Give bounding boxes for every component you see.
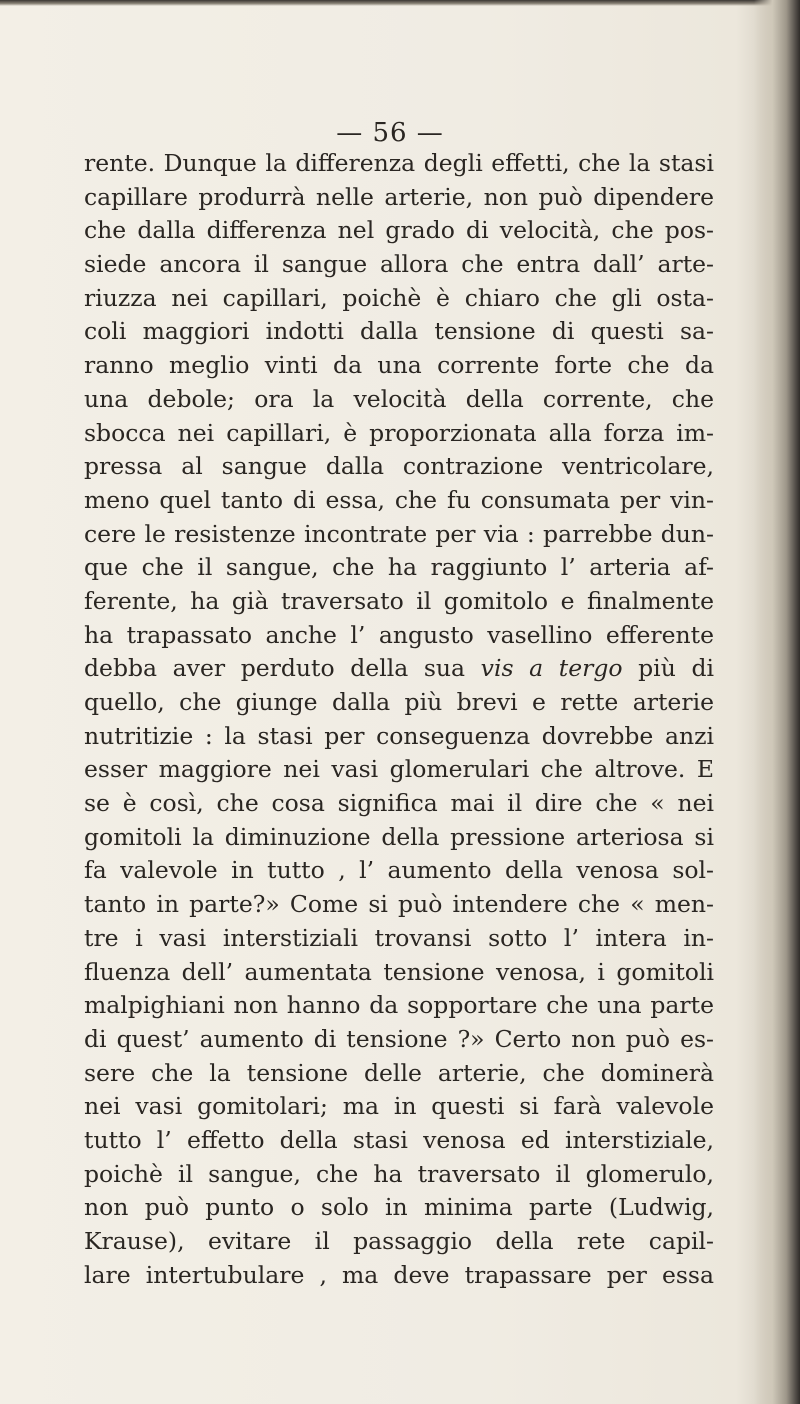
- text-line: sere che la tensione delle arterie, che dominerà: [84, 1058, 714, 1087]
- text-line: pressa al sangue dalla contrazione ventricolare,: [84, 452, 714, 481]
- text-line: quello, che giunge dalla più brevi e rette arterie: [84, 688, 714, 716]
- text-line: ha trapassato anche l’ angusto vasellino efferente: [84, 620, 714, 649]
- body-text: [84, 147, 714, 1292]
- text-line: nutritizie : la stasi per conseguenza dovrebbe anzi: [84, 721, 714, 750]
- text-line: malpighiani non hanno da sopportare che una parte: [84, 991, 714, 1020]
- text-line: meno quel tanto di essa, che fu consumata per vin-: [84, 485, 714, 514]
- book-spine-shadow: [754, 0, 800, 1404]
- text-line: sbocca nei capillari, è proporzionata alla forza im-: [84, 418, 714, 447]
- text-segment: più di: [622, 654, 714, 683]
- text-line: esser maggiore nei vasi glomerulari che altrove. E: [84, 755, 714, 784]
- text-line: ranno meglio vinti da una corrente forte che da: [84, 351, 714, 380]
- text-line: siede ancora il sangue allora che entra dall’ arte-: [84, 250, 714, 279]
- text-line: coli maggiori indotti dalla tensione di questi sa-: [84, 317, 714, 346]
- page-number: — 56 —: [336, 118, 444, 148]
- text-line: gomitoli la diminuzione della pressione arteriosa si: [84, 822, 714, 851]
- text-line: ferente, ha già traversato il gomitolo e finalmente: [84, 586, 714, 615]
- text-line: rente. Dunque la differenza degli effetti, che la stasi: [84, 149, 714, 177]
- text-line: tanto in parte?» Come si può intendere che « men-: [84, 890, 714, 919]
- text-line: cere le resistenze incontrate per via : parrebbe dun-: [84, 519, 714, 548]
- italic-phrase: vis a tergo: [480, 654, 623, 683]
- text-line: que che il sangue, che ha raggiunto l’ arteria af-: [84, 553, 714, 582]
- text-line: tutto l’ effetto della stasi venosa ed interstiziale,: [84, 1125, 714, 1154]
- text-line: lare intertubulare , ma deve trapassare per essa: [84, 1260, 714, 1289]
- text-line: Krause), evitare il passaggio della rete capil-: [84, 1227, 714, 1255]
- text-line: fluenza dell’ aumentata tensione venosa, i gomitoli: [84, 957, 714, 986]
- text-line: una debole; ora la velocità della corrente, che: [84, 384, 714, 413]
- text-line: non può punto o solo in minima parte (Ludwig,: [84, 1193, 714, 1222]
- text-line: riuzza nei capillari, poichè è chiaro che gli osta-: [84, 283, 714, 312]
- text-line-with-italic: [84, 652, 714, 686]
- text-line: di quest’ aumento di tensione ?» Certo non può es-: [84, 1024, 714, 1053]
- text-line: fa valevole in tutto , l’ aumento della venosa sol-: [84, 856, 714, 885]
- text-line: se è così, che cosa significa mai il dire che « nei: [84, 789, 714, 818]
- text-segment: debba aver perduto della sua: [84, 654, 481, 683]
- top-edge-shadow: [0, 0, 800, 6]
- text-line: nei vasi gomitolari; ma in questi si farà valevole: [84, 1092, 714, 1121]
- text-line: poichè il sangue, che ha traversato il glomerulo,: [84, 1159, 714, 1188]
- text-line: che dalla differenza nel grado di velocità, che pos-: [84, 216, 714, 245]
- text-line: capillare produrrà nelle arterie, non può dipendere: [84, 182, 714, 211]
- text-line: tre i vasi interstiziali trovansi sotto l’ intera in-: [84, 923, 714, 952]
